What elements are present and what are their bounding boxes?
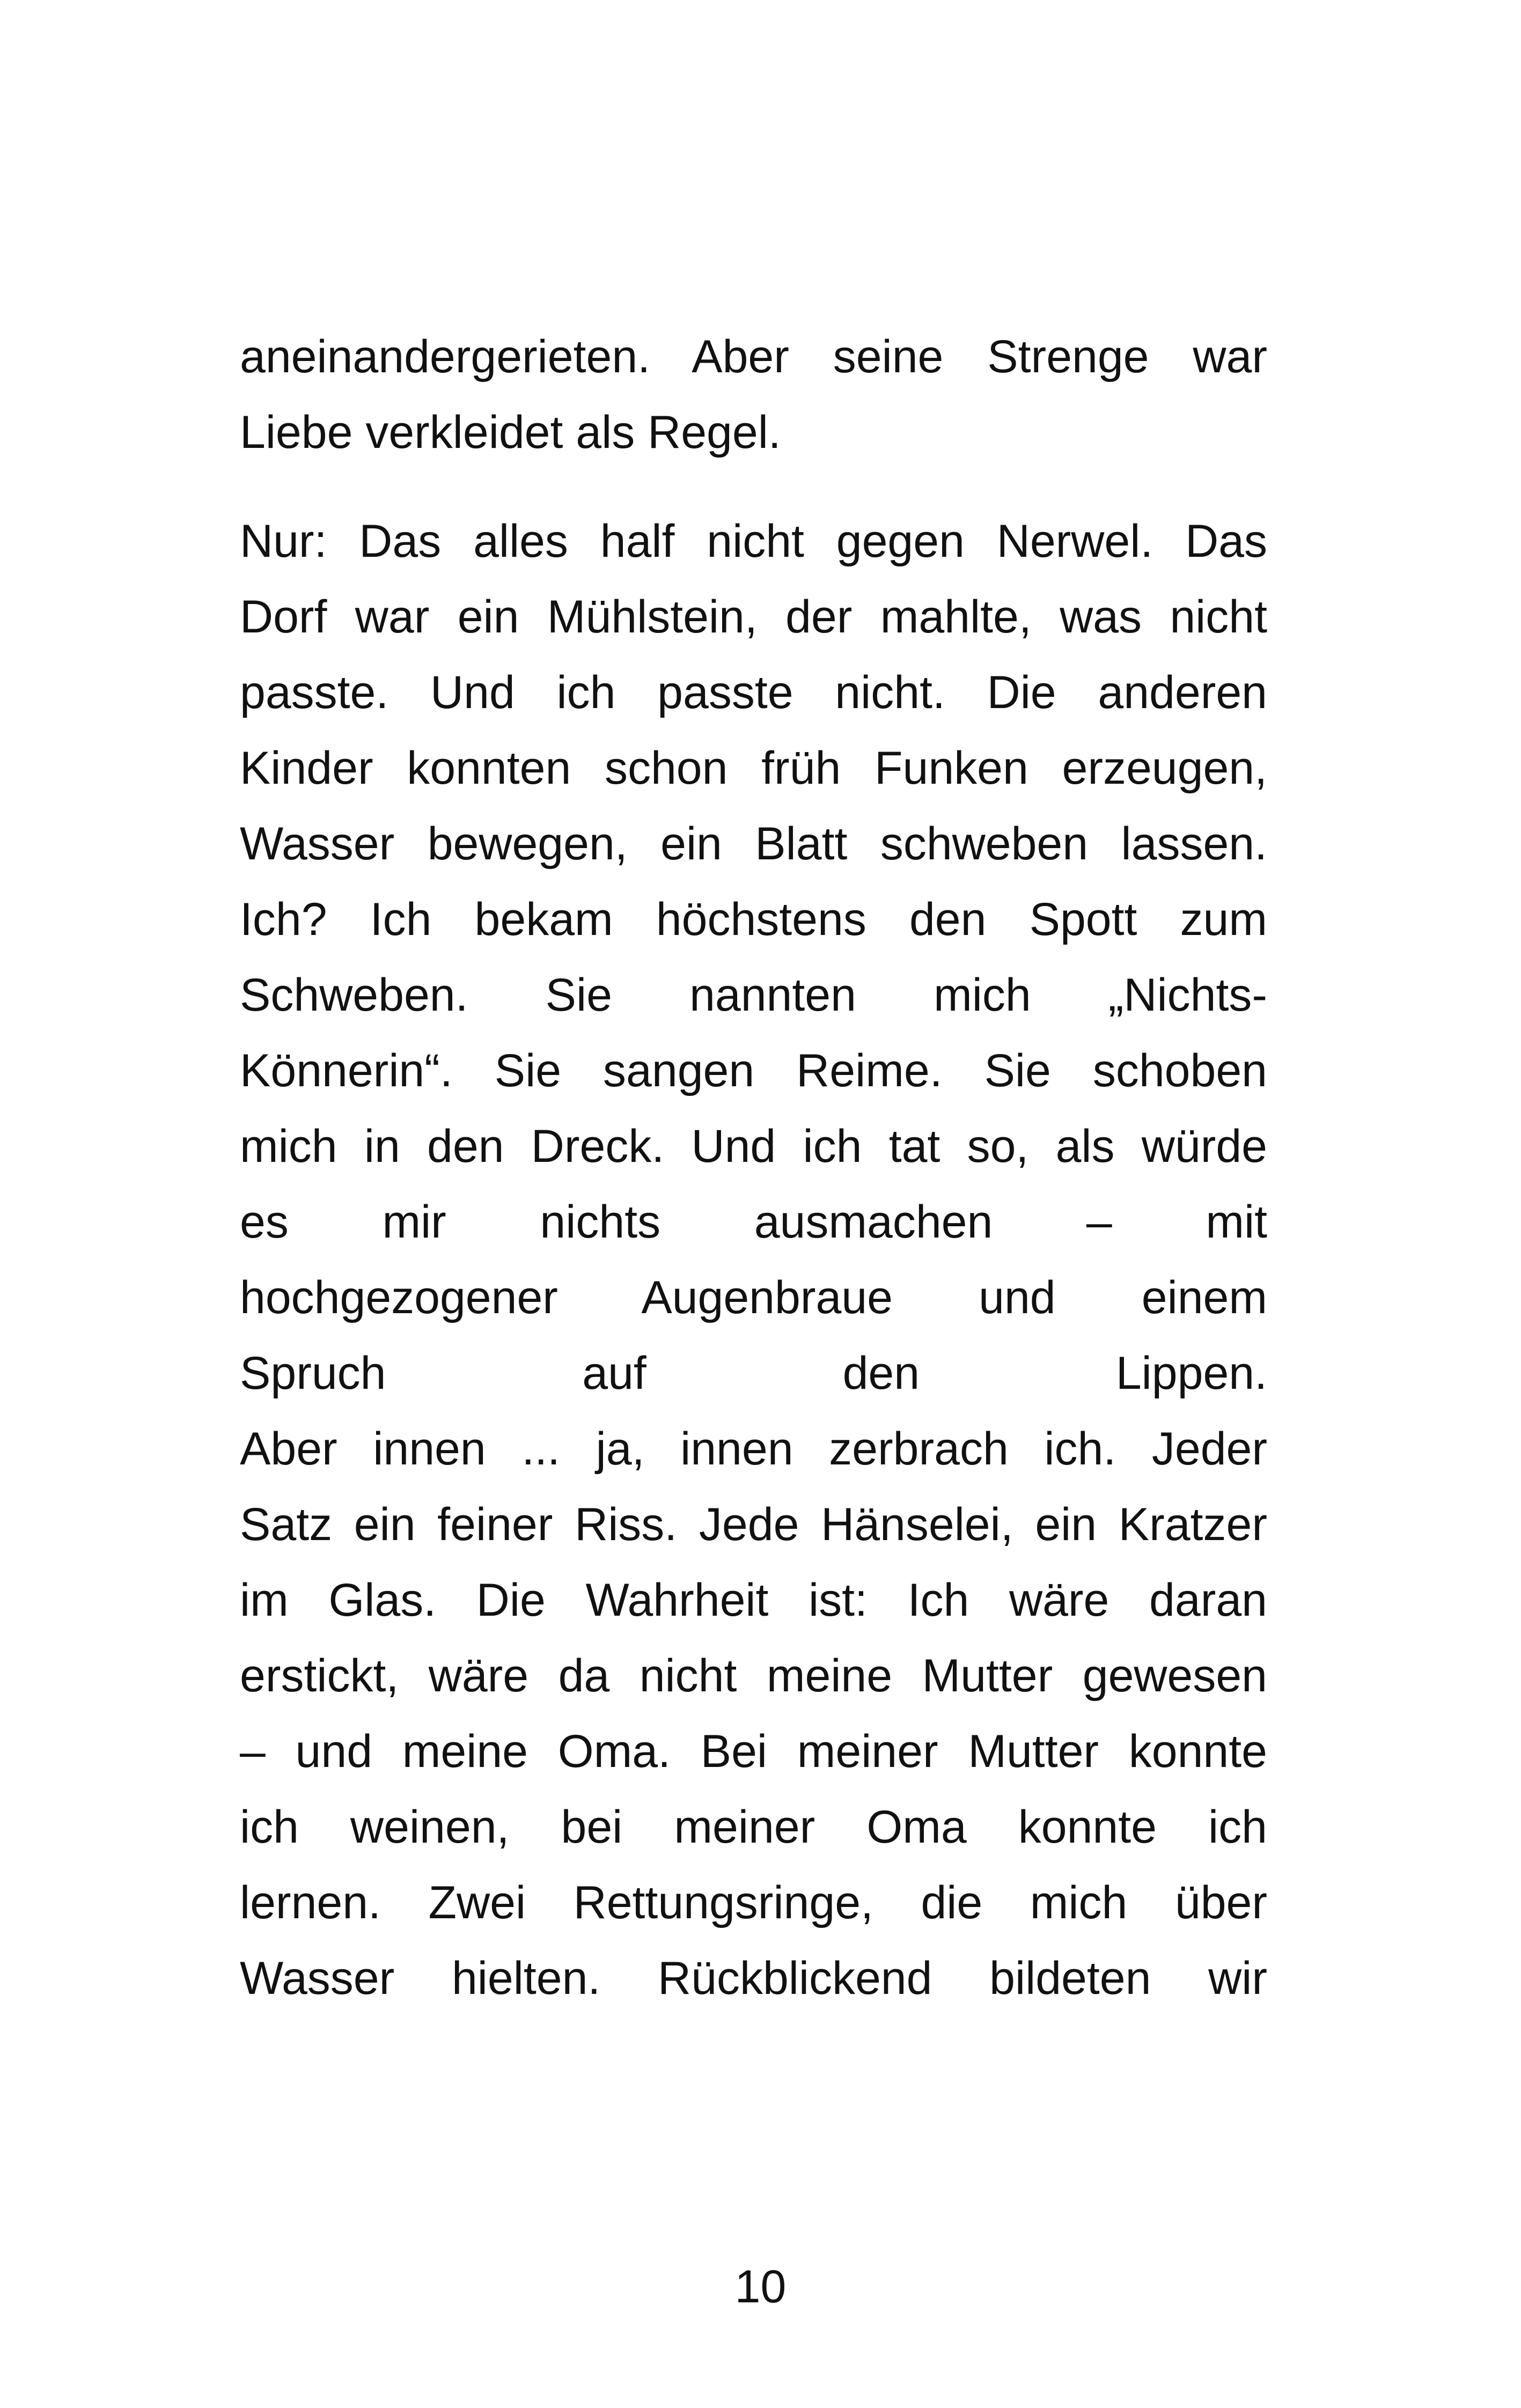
text-line: lernen. Zwei Rettungsringe, die mich über <box>240 1877 1267 1928</box>
text-line: im Glas. Die Wahrheit ist: Ich wäre daran <box>240 1574 1267 1626</box>
text-line: Kinder konnten schon früh Funken erzeugen, <box>240 742 1267 794</box>
text-line: Satz ein feiner Riss. Jede Hänselei, ein Kratzer <box>240 1499 1267 1550</box>
text-line: Aber innen ... ja, innen zerbrach ich. Jeder <box>240 1423 1267 1475</box>
text-line: Liebe verkleidet als Regel. <box>240 407 781 458</box>
text-line: ich weinen, bei meiner Oma konnte ich <box>240 1801 1267 1853</box>
text-line: Spruch auf den Lippen. <box>240 1347 1267 1399</box>
text-line: es mir nichts ausmachen – mit <box>240 1196 1267 1248</box>
text-line: Nur: Das alles half nicht gegen Nerwel. Das <box>240 516 1267 567</box>
text-line: passte. Und ich passte nicht. Die anderen <box>240 667 1267 718</box>
text-line: mich in den Dreck. Und ich tat so, als würde <box>240 1121 1267 1172</box>
text-line: Ich? Ich bekam höchstens den Spott zum <box>240 894 1267 945</box>
text-line: hochgezogener Augenbraue und einem <box>240 1272 1267 1323</box>
paragraph-spacer <box>240 470 1267 504</box>
text-line: erstickt, wäre da nicht meine Mutter gewesen <box>240 1650 1267 1702</box>
text-line: Dorf war ein Mühlstein, der mahlte, was nicht <box>240 591 1267 643</box>
text-line: Wasser hielten. Rückblickend bildeten wir <box>240 1953 1267 2004</box>
paragraph-2 <box>240 504 1267 2016</box>
text-line: Schweben. Sie nannten mich „Nichts- <box>240 969 1267 1021</box>
text-line: – und meine Oma. Bei meiner Mutter konnte <box>240 1726 1267 1777</box>
text-line: Wasser bewegen, ein Blatt schweben lassen. <box>240 818 1267 870</box>
text-line: Könnerin“. Sie sangen Reime. Sie schoben <box>240 1045 1267 1096</box>
text-line: aneinandergerieten. Aber seine Strenge war <box>240 331 1267 382</box>
paragraph-1 <box>240 319 1267 470</box>
page-number: 10 <box>734 2261 787 2313</box>
body-text <box>240 319 1267 2016</box>
